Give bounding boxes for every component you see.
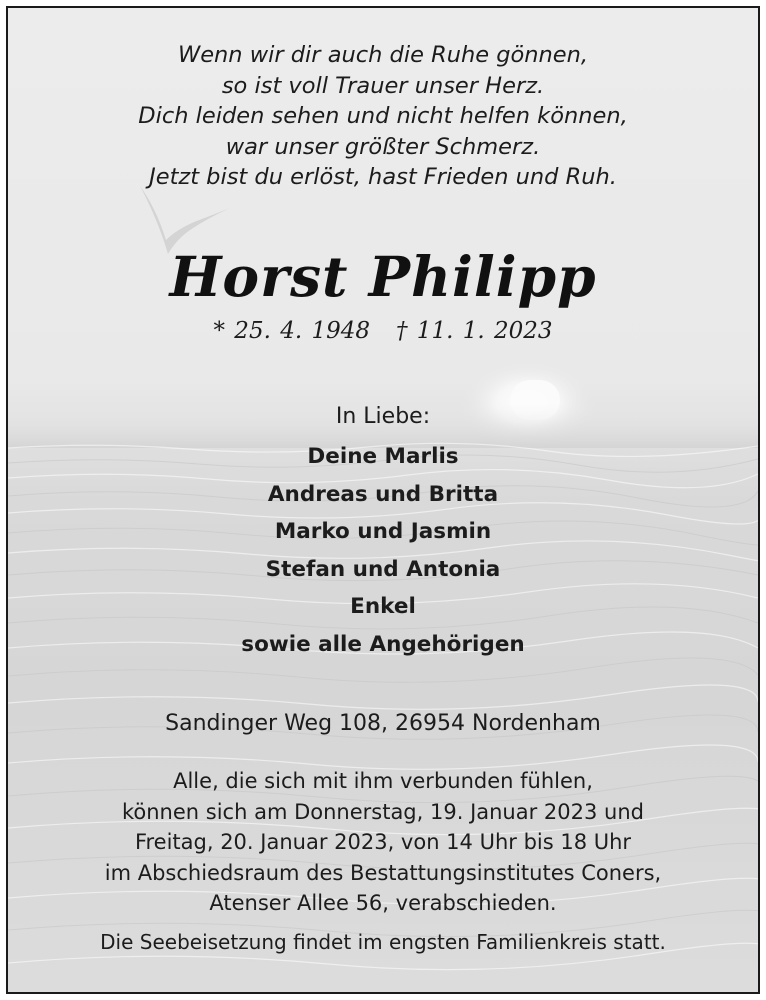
death-date: † 11. 1. 2023: [396, 318, 553, 344]
notice-content: [8, 8, 758, 992]
family-address: Sandinger Weg 108, 26954 Nordenham: [165, 711, 601, 736]
memorial-poem: [8, 40, 758, 193]
mourner-name: Enkel: [350, 594, 416, 619]
deceased-name: Horst Philipp: [169, 244, 597, 309]
farewell-line: können sich am Donnerstag, 19. Januar 2023 und: [121, 799, 644, 824]
mourner-name: Stefan und Antonia: [265, 556, 501, 582]
poem-line: Jetzt bist du erlöst, hast Frieden und Ruh.: [149, 164, 617, 190]
farewell-line: Freitag, 20. Januar 2023, von 14 Uhr bis 18 Uhr: [134, 830, 632, 854]
farewell-info: [8, 766, 758, 919]
poem-line: so ist voll Trauer unser Herz.: [221, 72, 545, 99]
mourner-name: Marko und Jasmin: [274, 519, 492, 544]
mourner-name: Andreas und Britta: [267, 481, 499, 507]
poem-line: Wenn wir dir auch die Ruhe gönnen,: [177, 42, 589, 68]
mourners-list: [8, 438, 758, 663]
birth-date: * 25. 4. 1948: [213, 318, 370, 344]
obituary-notice: [6, 6, 760, 994]
farewell-line: Atenser Allee 56, verabschieden.: [209, 891, 557, 915]
mourner-name: Deine Marlis: [307, 444, 459, 469]
mourners-label: In Liebe:: [335, 404, 431, 429]
farewell-line: Alle, die sich mit ihm verbunden fühlen,: [173, 769, 593, 793]
poem-line: Dich leiden sehen und nicht helfen können,: [138, 103, 628, 129]
burial-note: Die Seebeisetzung findet im engsten Familienkreis statt.: [100, 930, 666, 954]
farewell-line: im Abschiedsraum des Bestattungsinstitutes Coners,: [104, 860, 662, 885]
life-dates: [8, 318, 758, 344]
mourner-name: sowie alle Angehörigen: [241, 631, 525, 657]
poem-line: war unser größter Schmerz.: [225, 133, 541, 160]
